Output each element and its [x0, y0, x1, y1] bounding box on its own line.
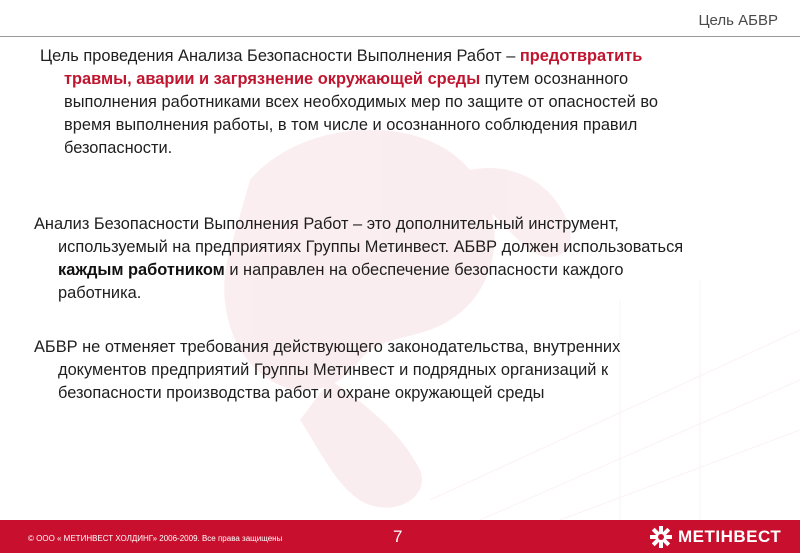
paragraph-line: безопасности.: [64, 139, 173, 157]
metinvest-logo: [648, 524, 798, 550]
paragraph-line: [40, 68, 760, 91]
emphasis-text: каждым работником: [58, 261, 225, 279]
metinvest-star-icon: [650, 526, 672, 548]
paragraph-line: работника.: [58, 284, 142, 302]
paragraph-line: Анализ Безопасности Выполнения Работ – это дополнительный инструмент,: [34, 215, 619, 233]
header-divider: [0, 36, 800, 37]
copyright-text: © ООО « МЕТИНВЕСТ ХОЛДИНГ» 2006-2009. Все права защищены: [28, 534, 283, 543]
paragraph-line: используемый на предприятиях Группы Метинвест. АБВР должен использоваться: [58, 238, 684, 256]
paragraph-line: время выполнения работы, в том числе и осознанного соблюдения правил: [64, 116, 638, 134]
paragraph-requirements: [34, 336, 754, 405]
text-run: и направлен на обеспечение безопасности каждого: [224, 261, 624, 279]
text-run: путем осознанного: [480, 70, 629, 88]
paragraph-tool: [34, 213, 779, 305]
paragraph-line: [34, 259, 779, 282]
paragraph-goal: [40, 45, 760, 160]
paragraph-line: АБВР не отменяет требования действующего законодательства, внутренних: [34, 338, 621, 356]
text-run: Цель проведения Анализа Безопасности Выполнения Работ –: [40, 47, 520, 65]
slide-header-title: Цель АБВР: [698, 12, 778, 29]
paragraph-line: выполнения работниками всех необходимых мер по защите от опасностей во: [64, 93, 658, 111]
highlight-text: травмы, аварии и загрязнение окружающей среды: [64, 70, 481, 88]
paragraph-line: безопасности производства работ и охране окружающей среды: [58, 384, 545, 402]
paragraph-line: документов предприятий Группы Метинвест и подрядных организаций к: [58, 361, 609, 379]
logo-wordmark: МЕТІНВЕСТ: [678, 527, 782, 546]
highlight-text: предотвратить: [519, 47, 643, 65]
page-number: 7: [393, 527, 403, 546]
paragraph-line: [40, 45, 760, 68]
